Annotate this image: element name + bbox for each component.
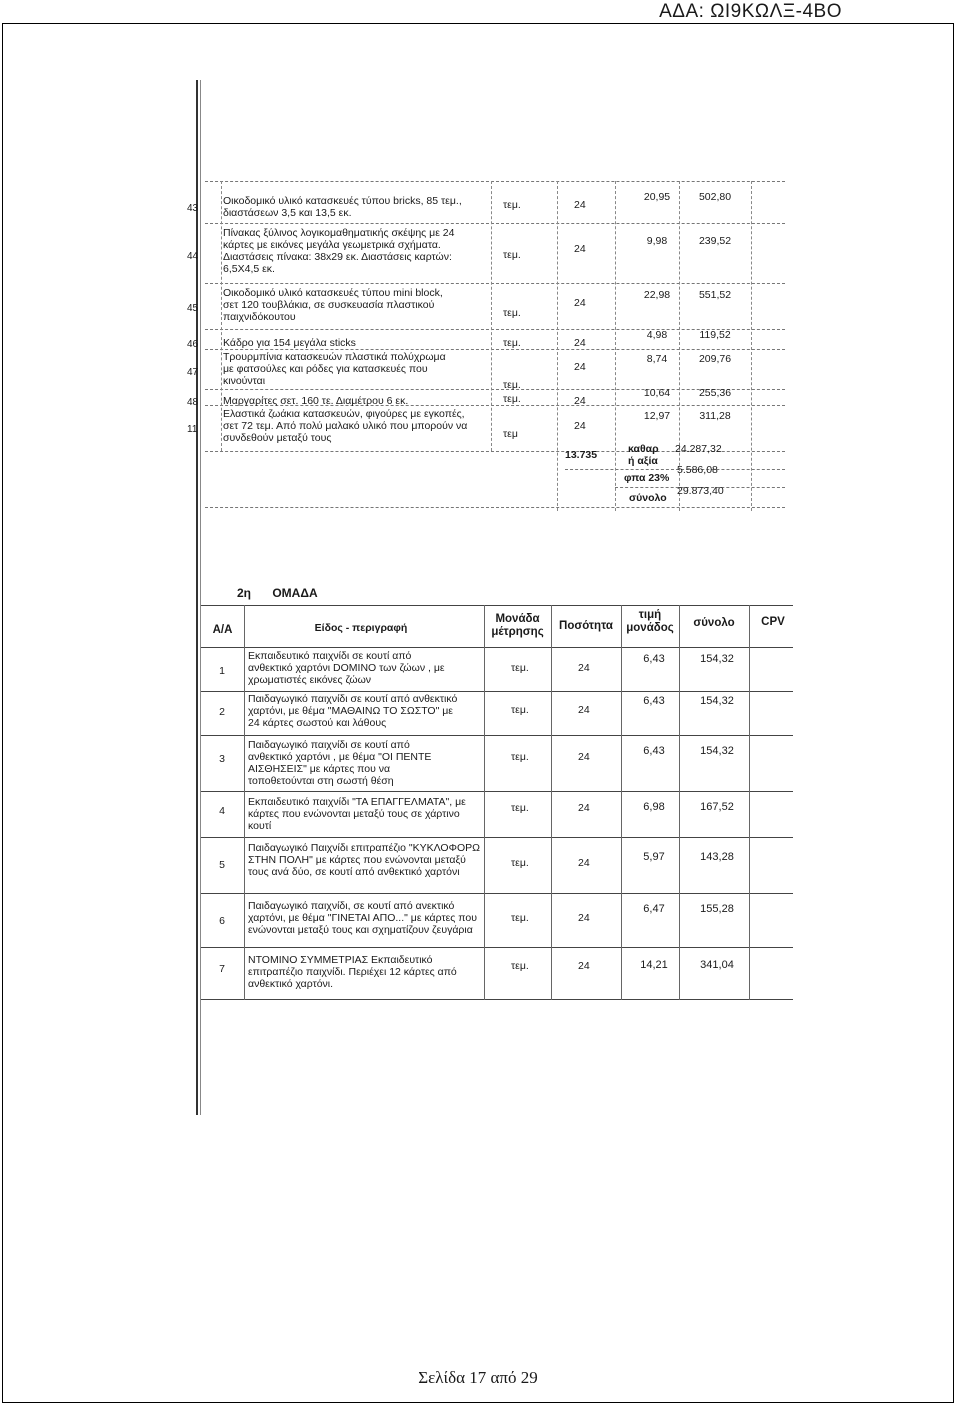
col-line: [221, 181, 222, 451]
ada-code: ΑΔΑ: ΩΙ9ΚΩΛΞ-4ΒΟ: [659, 1, 842, 22]
divider: [201, 605, 793, 606]
row-description: Οικοδομικό υλικό κατασκευές τύπου mini block, σετ 120 τουβλάκια, σε συσκευασία πλαστικού παιχνιδόκουτου: [223, 287, 443, 323]
grand-total-label: σύνολο: [629, 492, 667, 504]
row-description: Παιδαγωγικό Παιχνίδι επιτραπέζιο "ΚΥΚΛΟΦΟΡΩ ΣΤΗΝ ΠΟΛΗ" με κάρτες που ενώνονται μεταξύ τους ανά δύο, σε κουτί από ανθεκτικό χαρτόνι: [248, 842, 480, 878]
divider: [205, 181, 785, 182]
divider: [205, 507, 785, 508]
row-description: Πίνακας ξύλινος λογικομαθηματικής σκέψης με 24 κάρτες με εικόνες μεγάλα γεωμετρικά σχήματα. Διαστάσεις πίνακα: 38x29 εκ. Διαστάσεις καρτών: 6,5X4,5 εκ.: [223, 227, 455, 275]
divider: [205, 349, 785, 350]
row-description: Ελαστικά ζωάκια κατασκευών, φιγούρες με εγκοπές, σετ 72 τεμ. Από πολύ μαλακό υλικό που μπορούν να συνδεθούν μεταξύ τους: [223, 408, 468, 444]
divider: [201, 647, 793, 648]
col-line: [491, 181, 492, 451]
col-line: [621, 605, 622, 1000]
row-description: ΝΤΟΜΙΝΟ ΣΥΜΜΕΤΡΙΑΣ Εκπαιδευτικό επιτραπέζιο παιχνίδι. Περιέχει 12 κάρτες από ανθεκτικό χαρτόνι.: [248, 954, 457, 990]
divider: [201, 691, 793, 692]
divider: [565, 469, 785, 470]
col-line: [557, 181, 558, 511]
col-line: [615, 181, 616, 511]
divider: [201, 999, 793, 1000]
net-value-label: καθαρ ή αξία: [628, 443, 659, 467]
row-description: Τρουρμπίνια κατασκευών πλαστικά πολύχρωμα με φατσούλες και ρόδες για κατασκευές που κινούνται: [223, 351, 446, 387]
header-aa: Α/Α: [212, 624, 233, 636]
header-cpv: CPV: [761, 616, 785, 628]
page-number: Σελίδα 17 από 29: [418, 1368, 538, 1387]
col-line: [679, 605, 680, 1000]
divider: [201, 893, 793, 894]
grand-total-value: 29.873,40: [677, 485, 724, 497]
divider: [205, 283, 785, 284]
col-line: [679, 181, 680, 511]
col-line: [751, 181, 752, 511]
header-unit-price: τιμή μονάδος: [626, 609, 674, 634]
items-table-2: Α/Α Είδος - περιγραφή Μονάδα μέτρησης Ποσότητα τιμή μονάδος σύνολο CPV 1 Εκπαιδευτικό παιχνίδι σε κουτί από ανθεκτικό χαρτόνι DOMINO των ζώων , με χρωματιστές εικόνες ζώων τεμ. 24 6,43 154,32 2 Παιδαγωγικό παιχνίδι σε κουτί από ανθεκτικό χαρτόνι, με θέμα "ΜΑΘΑΙΝΩ ΤΟ ΣΩΣΤΟ" με 24 κάρτες σωστού και λάθους τεμ. 24 6,43 154,32 3 Παιδαγωγικό παιχνίδι σε κουτί από ανθεκτικό χαρτόνι , με θέμα "ΟΙ ΠΕΝΤΕ ΑΙΣΘΗΣΕΙΣ" με κάρτες που να τοποθετούνται στη σωστή θέση τεμ. 24 6,43 154,32 4 Εκπαιδευτικό παιχνίδι "ΤΑ ΕΠΑΓΓΕΛΜΑΤΑ", με κάρτες που ενώνονται μεταξύ τους σε χάρτινο κουτί τεμ. 24 6,98 167,52 5 Παιδαγωγικό Παιχνίδι επιτραπέζιο "ΚΥΚΛΟΦΟΡΩ ΣΤΗΝ ΠΟΛΗ" με κάρτες που ενώνονται μεταξύ τους ανά δύο, σε κουτί από ανθεκτικό χαρτόνι τεμ. 24 5,97 143,28 6 Παιδαγωγικό παιχνίδι, σε κουτί από ανεκτικό χαρτόνι, με θέμα "ΓΙΝΕΤΑΙ ΑΠΟ..." με κάρτες που ενώνονται μεταξύ τους και σχηματίζουν ζευγάρια τεμ. 24 6,47 155,28 7 ΝΤΟΜΙΝΟ ΣΥΜΜΕΤΡΙΑΣ Εκπαιδευτικό επιτραπέζιο παιχνίδι. Περιέχει 12 κάρτες από ανθεκτικό χαρτόνι. τεμ. 24 14,21 341,04: [201, 605, 793, 1000]
row-description: Παιδαγωγικό παιχνίδι σε κουτί από ανθεκτικό χαρτόνι , με θέμα "ΟΙ ΠΕΝΤΕ ΑΙΣΘΗΣΕΙΣ" με κάρτες που να τοποθετούνται στη σωστή θέση: [248, 739, 432, 787]
left-scan-line: [196, 80, 198, 1115]
row-description: Οικοδομικό υλικό κατασκευές τύπου bricks, 85 τεμ., διαστάσεων 3,5 και 13,5 εκ.: [223, 195, 462, 219]
row-description: Παιδαγωγικό παιχνίδι, σε κουτί από ανεκτικό χαρτόνι, με θέμα "ΓΙΝΕΤΑΙ ΑΠΟ..." με κάρτες που ενώνονται μεταξύ τους και σχηματίζουν ζευγάρια: [248, 900, 477, 936]
qty-total: 13.735: [565, 449, 598, 461]
col-line: [244, 605, 245, 1000]
net-value: 24.287,32: [675, 443, 722, 455]
vat-label: φπα 23%: [624, 472, 670, 484]
header-total: σύνολο: [693, 617, 735, 629]
divider: [201, 837, 793, 838]
row-description: Εκπαιδευτικό παιχνίδι σε κουτί από ανθεκτικό χαρτόνι DOMINO των ζώων , με χρωματιστές εικόνες ζώων: [248, 650, 445, 686]
row-description: Εκπαιδευτικό παιχνίδι "ΤΑ ΕΠΑΓΓΕΛΜΑΤΑ", με κάρτες που ενώνονται μεταξύ τους σε χάρτινο κουτί: [248, 796, 466, 832]
divider: [205, 223, 785, 224]
col-line: [551, 605, 552, 1000]
vat-value: 5.586,08: [677, 464, 718, 476]
header-unit: Μονάδα μέτρησης: [491, 613, 544, 638]
row-description: Παιδαγωγικό παιχνίδι σε κουτί από ανθεκτικό χαρτόνι, με θέμα "ΜΑΘΑΙΝΩ ΤΟ ΣΩΣΤΟ" με 24 κάρτες σωστού και λάθους: [248, 693, 458, 729]
header-description: Είδος - περιγραφή: [314, 622, 408, 634]
row-description: Μαργαρίτες σετ. 160 τε. Διαμέτρου 6 εκ.: [223, 395, 409, 407]
header-quantity: Ποσότητα: [559, 620, 613, 632]
divider: [201, 791, 793, 792]
divider: [201, 947, 793, 948]
row-description: Κάδρο για 154 μεγάλα sticks: [223, 337, 356, 349]
row-number: 43: [187, 203, 199, 214]
group-title: 2η ΟΜΑΔΑ: [237, 586, 318, 600]
divider: [201, 735, 793, 736]
